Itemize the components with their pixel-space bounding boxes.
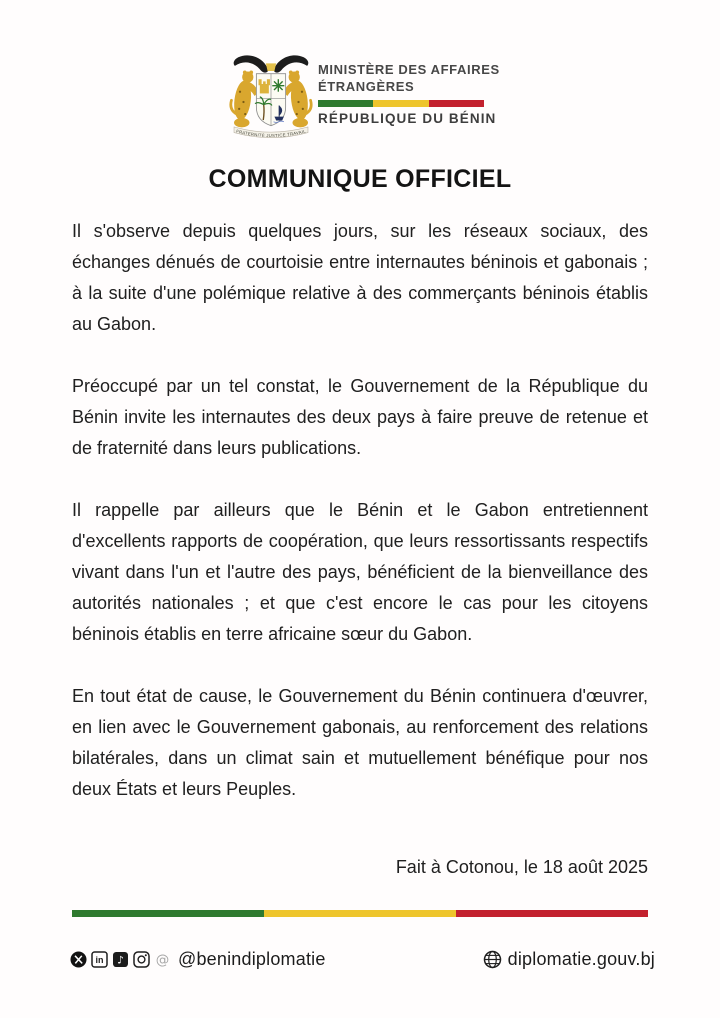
document-body [72, 216, 648, 836]
right-horn-icon [274, 55, 309, 72]
ministry-name [318, 62, 518, 95]
flag-yellow-segment [264, 910, 456, 917]
motto-text: FRATERNITÉ JUSTICE TRAVAIL [235, 128, 307, 139]
body-paragraph-2: Préoccupé par un tel constat, le Gouvernement de la République du Bénin invite les internautes des deux pays à faire preuve de retenue et de fraternité dans leurs publications. [72, 376, 648, 458]
svg-text:@: @ [155, 951, 170, 968]
flag-green-segment [72, 910, 264, 917]
body-paragraph-3: Il rappelle par ailleurs que le Bénin et le Gabon entretiennent d'excellents rapports de coopération, que leurs ressortissants respectifs vivant dans l'un et l'autre des pays, bénéficient de la bienveillance des autorités nationales ; et que c'est encore le cas pour les citoyens béninois établis en terre africaine sœur du Gabon. [72, 500, 648, 644]
body-paragraph-1: Il s'observe depuis quelques jours, sur les réseaux sociaux, des échanges dénués de courtoisie entre internautes béninois et gabonais ; à la suite d'une polémique relative à des commerçants béninois établis au Gabon. [72, 221, 648, 334]
footer-website-block [483, 948, 655, 970]
flag-yellow-segment [373, 100, 428, 107]
instagram-icon [133, 951, 150, 968]
header-flag-stripe [318, 100, 484, 107]
flag-green-segment [318, 100, 373, 107]
leopard-supporter [231, 70, 258, 127]
ministry-line2: ÉTRANGÈRES [318, 78, 415, 94]
tiktok-icon [112, 951, 129, 968]
left-horn-icon [234, 55, 269, 72]
footer-social-block [70, 948, 326, 970]
svg-text:in: in [95, 954, 104, 965]
flag-red-segment [456, 910, 648, 917]
flag-red-segment [429, 100, 484, 107]
document-title: COMMUNIQUE OFFICIEL [208, 165, 512, 193]
ministry-line1: MINISTÈRE DES AFFAIRES [318, 62, 500, 77]
footer-flag-stripe [72, 910, 648, 917]
website: diplomatie.gouv.bj [507, 948, 655, 969]
linkedin-icon [91, 951, 108, 968]
x-twitter-icon [70, 951, 87, 968]
svg-text:♪: ♪ [117, 954, 124, 967]
social-handle: @benindiplomatie [178, 948, 326, 969]
crest-shape [266, 63, 276, 71]
globe-icon [483, 950, 502, 969]
dateline: Fait à Cotonou, le 18 août 2025 [395, 857, 648, 877]
benin-coat-of-arms [228, 50, 314, 142]
body-paragraph-4: En tout état de cause, le Gouvernement du Bénin continuera d'œuvrer, en lien avec le Gouvernement gabonais, au renforcement des relations bilatérales, dans un climat sain et mutuellement bénéfique pour nos deux États et leurs Peuples. [72, 686, 648, 799]
threads-icon [154, 951, 171, 968]
country-name: RÉPUBLIQUE DU BÉNIN [318, 111, 497, 126]
